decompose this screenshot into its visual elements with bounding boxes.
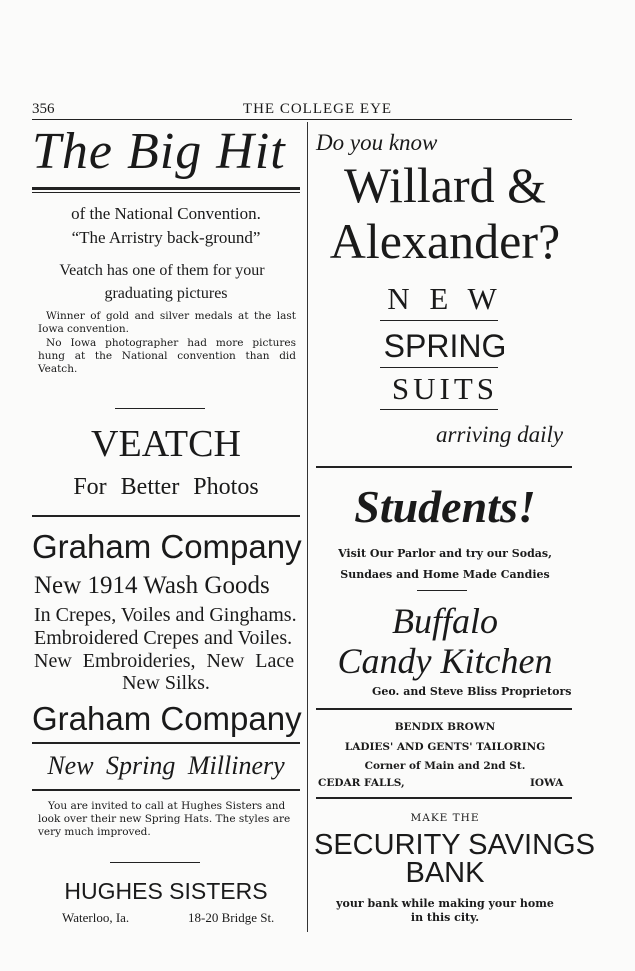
ad-text: Do you know bbox=[316, 130, 438, 155]
millinery-headline: New Spring Millinery bbox=[47, 751, 285, 780]
hughes-name: HUGHES SISTERS bbox=[64, 878, 268, 904]
students-headline: Students! bbox=[354, 481, 536, 532]
candy-name: Candy Kitchen bbox=[337, 641, 553, 681]
ad-tagline: For Better Photos bbox=[73, 474, 259, 500]
rule bbox=[316, 797, 572, 799]
ad-text: your bank while making your home bbox=[336, 897, 554, 910]
ad-tagline: arriving daily bbox=[436, 422, 564, 447]
willard-name: Willard & bbox=[343, 157, 547, 213]
ad-city: CEDAR FALLS, bbox=[318, 777, 405, 789]
ad-address: 18-20 Bridge St. bbox=[188, 910, 275, 925]
rule bbox=[32, 515, 300, 517]
ad-text: Geo. and Steve Bliss Proprietors bbox=[372, 685, 572, 698]
header-rule bbox=[32, 119, 572, 120]
ad-paragraph: You are invited to call at Hughes Sisters and look over their new Spring Hats. The styles are very much improved. bbox=[38, 800, 291, 838]
ad-text: In Crepes, Voiles and Ginghams. bbox=[34, 604, 297, 626]
ad-text: in this city. bbox=[410, 911, 480, 924]
rule bbox=[417, 590, 467, 591]
rule bbox=[316, 708, 572, 710]
ad-state: IOWA bbox=[530, 777, 564, 789]
rule bbox=[32, 187, 300, 190]
ad-text: SPRING bbox=[383, 328, 507, 364]
ad-text: New Embroideries, New Lace bbox=[34, 650, 295, 672]
publication-title: THE COLLEGE EYE bbox=[242, 101, 393, 117]
big-hit-headline: The Big Hit bbox=[32, 123, 286, 180]
rule bbox=[32, 789, 300, 791]
rule bbox=[110, 862, 200, 863]
bendix-name: BENDIX BROWN bbox=[394, 721, 496, 733]
rule bbox=[115, 408, 205, 409]
page-number: 356 bbox=[32, 101, 55, 117]
ad-text: graduating pictures bbox=[104, 285, 228, 302]
ad-text: of the National Convention. bbox=[71, 204, 261, 223]
ad-text: “The Arristry back-ground” bbox=[71, 228, 261, 247]
rule bbox=[380, 367, 498, 368]
ad-text: New Silks. bbox=[122, 672, 210, 694]
rule bbox=[380, 320, 498, 321]
ad-paragraph: Winner of gold and silver medals at the last Iowa convention. bbox=[38, 310, 296, 335]
ad-paragraph: No Iowa photographer had more pictures hung at the National convention than did Veatch. bbox=[38, 337, 296, 375]
ad-text: New 1914 Wash Goods bbox=[34, 572, 270, 599]
willard-name: Alexander? bbox=[329, 213, 561, 269]
column-divider bbox=[307, 122, 308, 932]
ad-paragraph: Visit Our Parlor and try our Sodas, Sundaes and Home Made Candies bbox=[338, 547, 552, 581]
ad-text: LADIES' AND GENTS' TAILORING bbox=[344, 741, 546, 753]
ad-text: MAKE THE bbox=[410, 812, 480, 824]
rule bbox=[316, 466, 572, 468]
ad-city: Waterloo, Ia. bbox=[62, 910, 130, 925]
ad-text: SUITS bbox=[391, 371, 499, 406]
ad-text: Veatch has one of them for your bbox=[59, 262, 265, 279]
rule bbox=[32, 192, 300, 193]
bank-name: BANK bbox=[405, 857, 485, 889]
veatch-name: VEATCH bbox=[91, 423, 241, 465]
rule bbox=[380, 409, 498, 410]
bank-name: SECURITY SAVINGS bbox=[314, 829, 595, 861]
ad-text: Embroidered Crepes and Voiles. bbox=[34, 627, 293, 649]
candy-name: Buffalo bbox=[392, 601, 498, 641]
rule bbox=[32, 742, 300, 744]
ad-text: Corner of Main and 2nd St. bbox=[364, 760, 526, 772]
graham-name: Graham Company bbox=[32, 528, 302, 565]
graham-name: Graham Company bbox=[32, 700, 302, 737]
ad-text: N E W bbox=[387, 281, 503, 316]
